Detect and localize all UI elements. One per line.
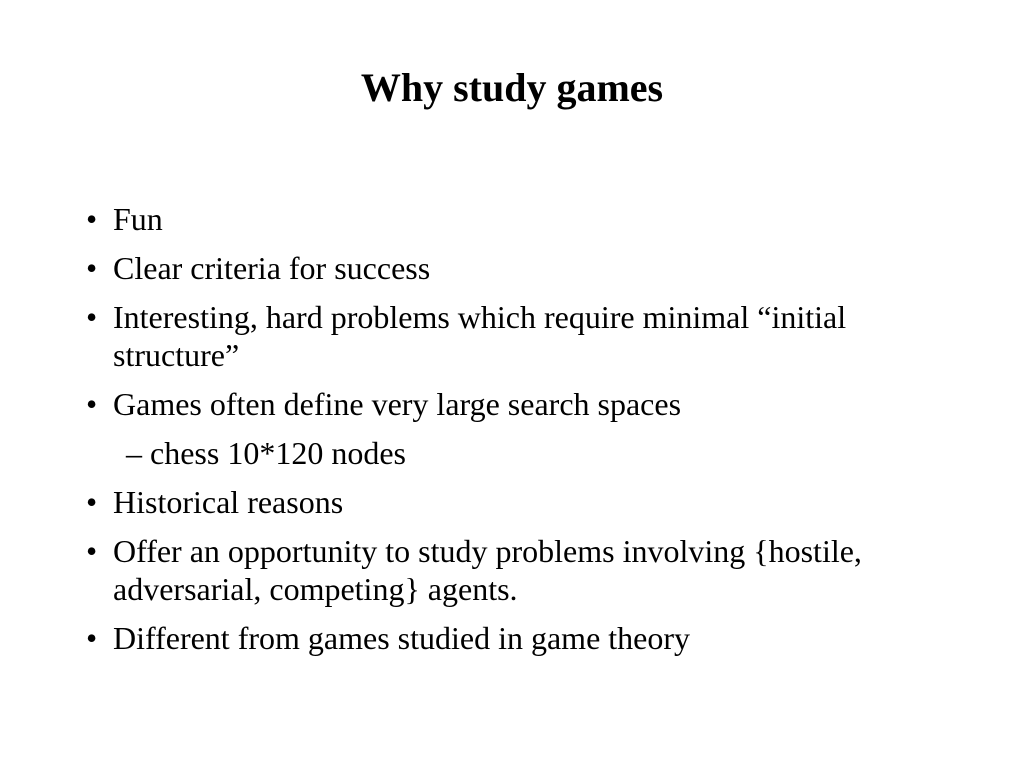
bullet-text: Historical reasons [113, 484, 344, 520]
bullet-text: Offer an opportunity to study problems involving {hostile, adversarial, competing} agents. [113, 533, 862, 607]
bullet-item [86, 249, 946, 287]
bullet-text: Games often define very large search spaces [113, 386, 682, 422]
sub-bullet-text: chess 10*120 nodes [150, 435, 406, 471]
sub-bullet-marker: – [126, 435, 142, 471]
bullet-marker: • [86, 250, 98, 286]
bullet-text: Different from games studied in game theory [113, 620, 691, 656]
bullet-text: Interesting, hard problems which require minimal “initial structure” [113, 299, 847, 373]
bullet-item [86, 200, 946, 238]
bullet-item [86, 298, 946, 374]
bullet-marker: • [86, 533, 98, 569]
bullet-item [86, 619, 946, 657]
bullet-text: Clear criteria for success [113, 250, 431, 286]
bullet-marker: • [86, 386, 98, 422]
bullet-marker: • [86, 299, 98, 335]
bullet-text: Fun [113, 201, 163, 237]
bullet-marker: • [86, 201, 98, 237]
bullet-marker: • [86, 620, 98, 656]
bullet-item [86, 385, 946, 423]
bullet-list [86, 200, 946, 668]
sub-bullet-item [86, 434, 946, 472]
bullet-item [86, 483, 946, 521]
bullet-item [86, 532, 946, 608]
slide-title: Why study games [360, 65, 664, 110]
bullet-marker: • [86, 484, 98, 520]
